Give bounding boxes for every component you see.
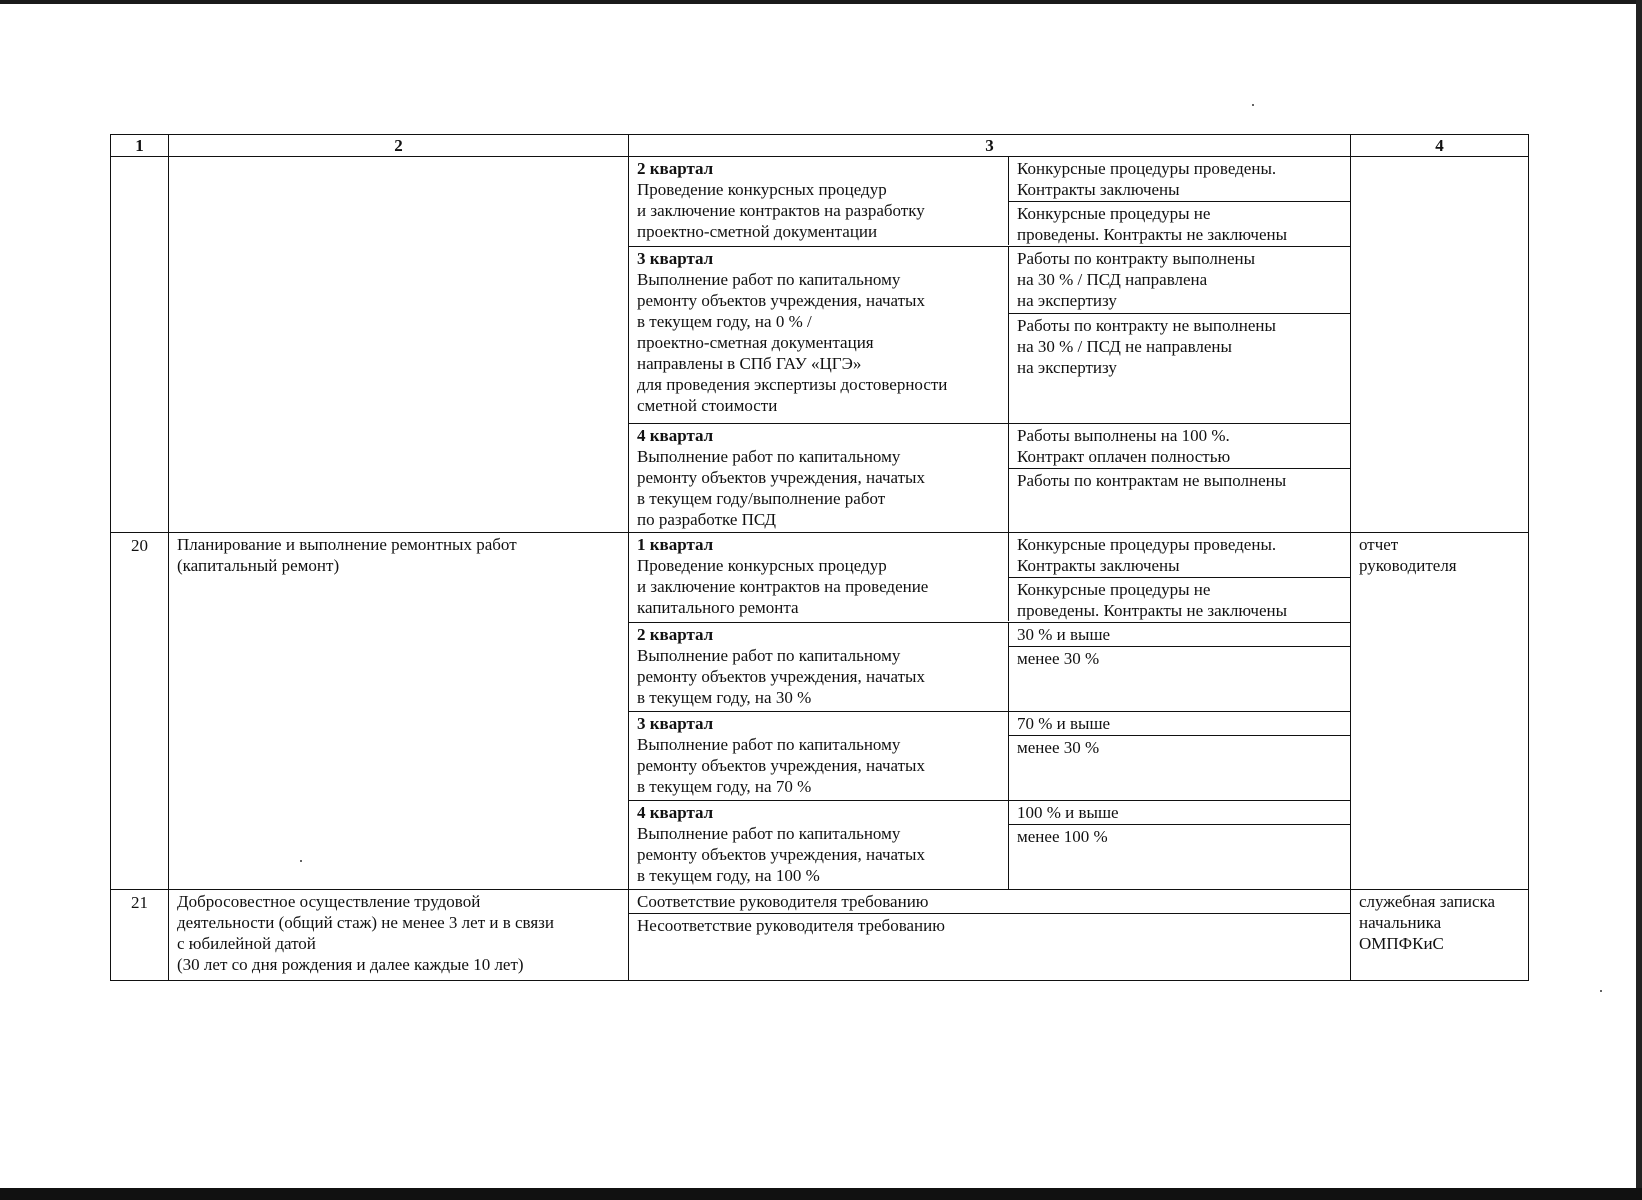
continued-number-cell — [111, 157, 169, 533]
quarter-text: Проведение конкурсных процедур и заключение контрактов на разработку проектно-сметной документации — [637, 180, 925, 241]
quarter-title: 3 квартал — [637, 714, 714, 733]
criterion-name-text: Планирование и выполнение ремонтных работ (капитальный ремонт) — [177, 535, 517, 575]
quarter-text: Выполнение работ по капитальному ремонту объектов учреждения, начатых в текущем году, на 30 % — [637, 646, 925, 707]
result-line: менее 30 % — [1017, 649, 1100, 668]
scan-bottom-edge — [0, 1188, 1642, 1200]
criterion-name — [169, 890, 629, 981]
header-col-4: 4 — [1351, 135, 1529, 157]
quarter-text: Выполнение работ по капитальному ремонту объектов учреждения, начатых в текущем году/выполнение работ по разработке ПСД — [637, 447, 925, 529]
scan-speck — [1600, 990, 1602, 992]
quarter-title: 2 квартал — [637, 159, 714, 178]
result-line: 70 % и выше — [1009, 712, 1350, 736]
row-number: 21 — [111, 890, 169, 981]
report-source — [1351, 890, 1529, 981]
quarter-block — [629, 801, 1350, 889]
criteria-table — [110, 134, 1529, 981]
header-col-2: 2 — [169, 135, 629, 157]
criterion-name-text: Добросовестное осуществление трудовой деятельности (общий стаж) не менее 3 лет и в связи с юбилейной датой (30 лет со дня рождения и далее каждые 10 лет) — [177, 892, 554, 974]
result-line: Работы по контракту выполнены на 30 % / ПСД направлена на экспертизу — [1009, 247, 1350, 314]
result-line: менее 30 % — [1017, 738, 1100, 757]
quarter-title: 1 квартал — [637, 535, 714, 554]
quarter-title: 4 квартал — [637, 803, 714, 822]
quarter-title: 4 квартал — [637, 426, 714, 445]
result-line: Работы по контракту не выполнены на 30 % / ПСД не направлены на экспертизу — [1017, 316, 1276, 377]
quarter-text: Выполнение работ по капитальному ремонту объектов учреждения, начатых в текущем году, на 0 % / проектно-сметная документация направлены в СПб ГАУ «ЦГЭ» для проведения экспертизы достоверности сметной стоимости — [637, 270, 948, 415]
continued-row — [111, 157, 1529, 533]
result-line: Несоответствие руководителя требованию — [637, 916, 945, 935]
result-line: Соответствие руководителя требованию — [629, 890, 1350, 914]
report-source — [1351, 533, 1529, 890]
result-line: Конкурсные процедуры не проведены. Контракты не заключены — [1017, 204, 1288, 244]
quarter-title: 2 квартал — [637, 625, 714, 644]
quarter-block — [629, 424, 1350, 532]
report-source-text: служебная записка начальника ОМПФКиС — [1359, 892, 1496, 953]
report-source-text: отчет руководителя — [1359, 535, 1457, 575]
quarter-block — [629, 623, 1350, 712]
result-line: 100 % и выше — [1009, 801, 1350, 825]
result-line: Работы выполнены на 100 %. Контракт оплачен полностью — [1009, 424, 1350, 469]
quarter-text: Выполнение работ по капитальному ремонту объектов учреждения, начатых в текущем году, на 70 % — [637, 735, 925, 796]
header-col-3: 3 — [629, 135, 1351, 157]
result-line: Конкурсные процедуры не проведены. Контракты не заключены — [1017, 580, 1288, 620]
quarter-text: Проведение конкурсных процедур и заключение контрактов на проведение капитального ремонта — [637, 556, 929, 617]
row20-quarters-cell — [629, 533, 1351, 890]
result-line: Конкурсные процедуры проведены. Контракты заключены — [1009, 533, 1350, 578]
result-line: менее 100 % — [1017, 827, 1108, 846]
criterion-name — [169, 533, 629, 890]
result-line: Конкурсные процедуры проведены. Контракты заключены — [1009, 157, 1350, 202]
header-row — [111, 135, 1529, 157]
quarter-block — [629, 533, 1350, 623]
table-row-21 — [111, 890, 1529, 981]
row-number: 20 — [111, 533, 169, 890]
result-line: Работы по контрактам не выполнены — [1017, 471, 1287, 490]
scan-speck — [1252, 104, 1254, 106]
header-col-1: 1 — [111, 135, 169, 157]
quarter-title: 3 квартал — [637, 249, 714, 268]
continued-source-cell — [1351, 157, 1529, 533]
quarter-block — [629, 157, 1350, 247]
scan-right-edge — [1636, 0, 1642, 1200]
row21-results-cell — [629, 890, 1351, 981]
quarter-block — [629, 247, 1350, 424]
continued-name-cell — [169, 157, 629, 533]
result-line: 30 % и выше — [1009, 623, 1350, 647]
continued-quarters-cell — [629, 157, 1351, 533]
quarter-text: Выполнение работ по капитальному ремонту объектов учреждения, начатых в текущем году, на 100 % — [637, 824, 925, 885]
table-row-20 — [111, 533, 1529, 890]
quarter-block — [629, 712, 1350, 801]
scan-top-edge — [0, 0, 1642, 4]
document-table-page — [110, 134, 1528, 981]
